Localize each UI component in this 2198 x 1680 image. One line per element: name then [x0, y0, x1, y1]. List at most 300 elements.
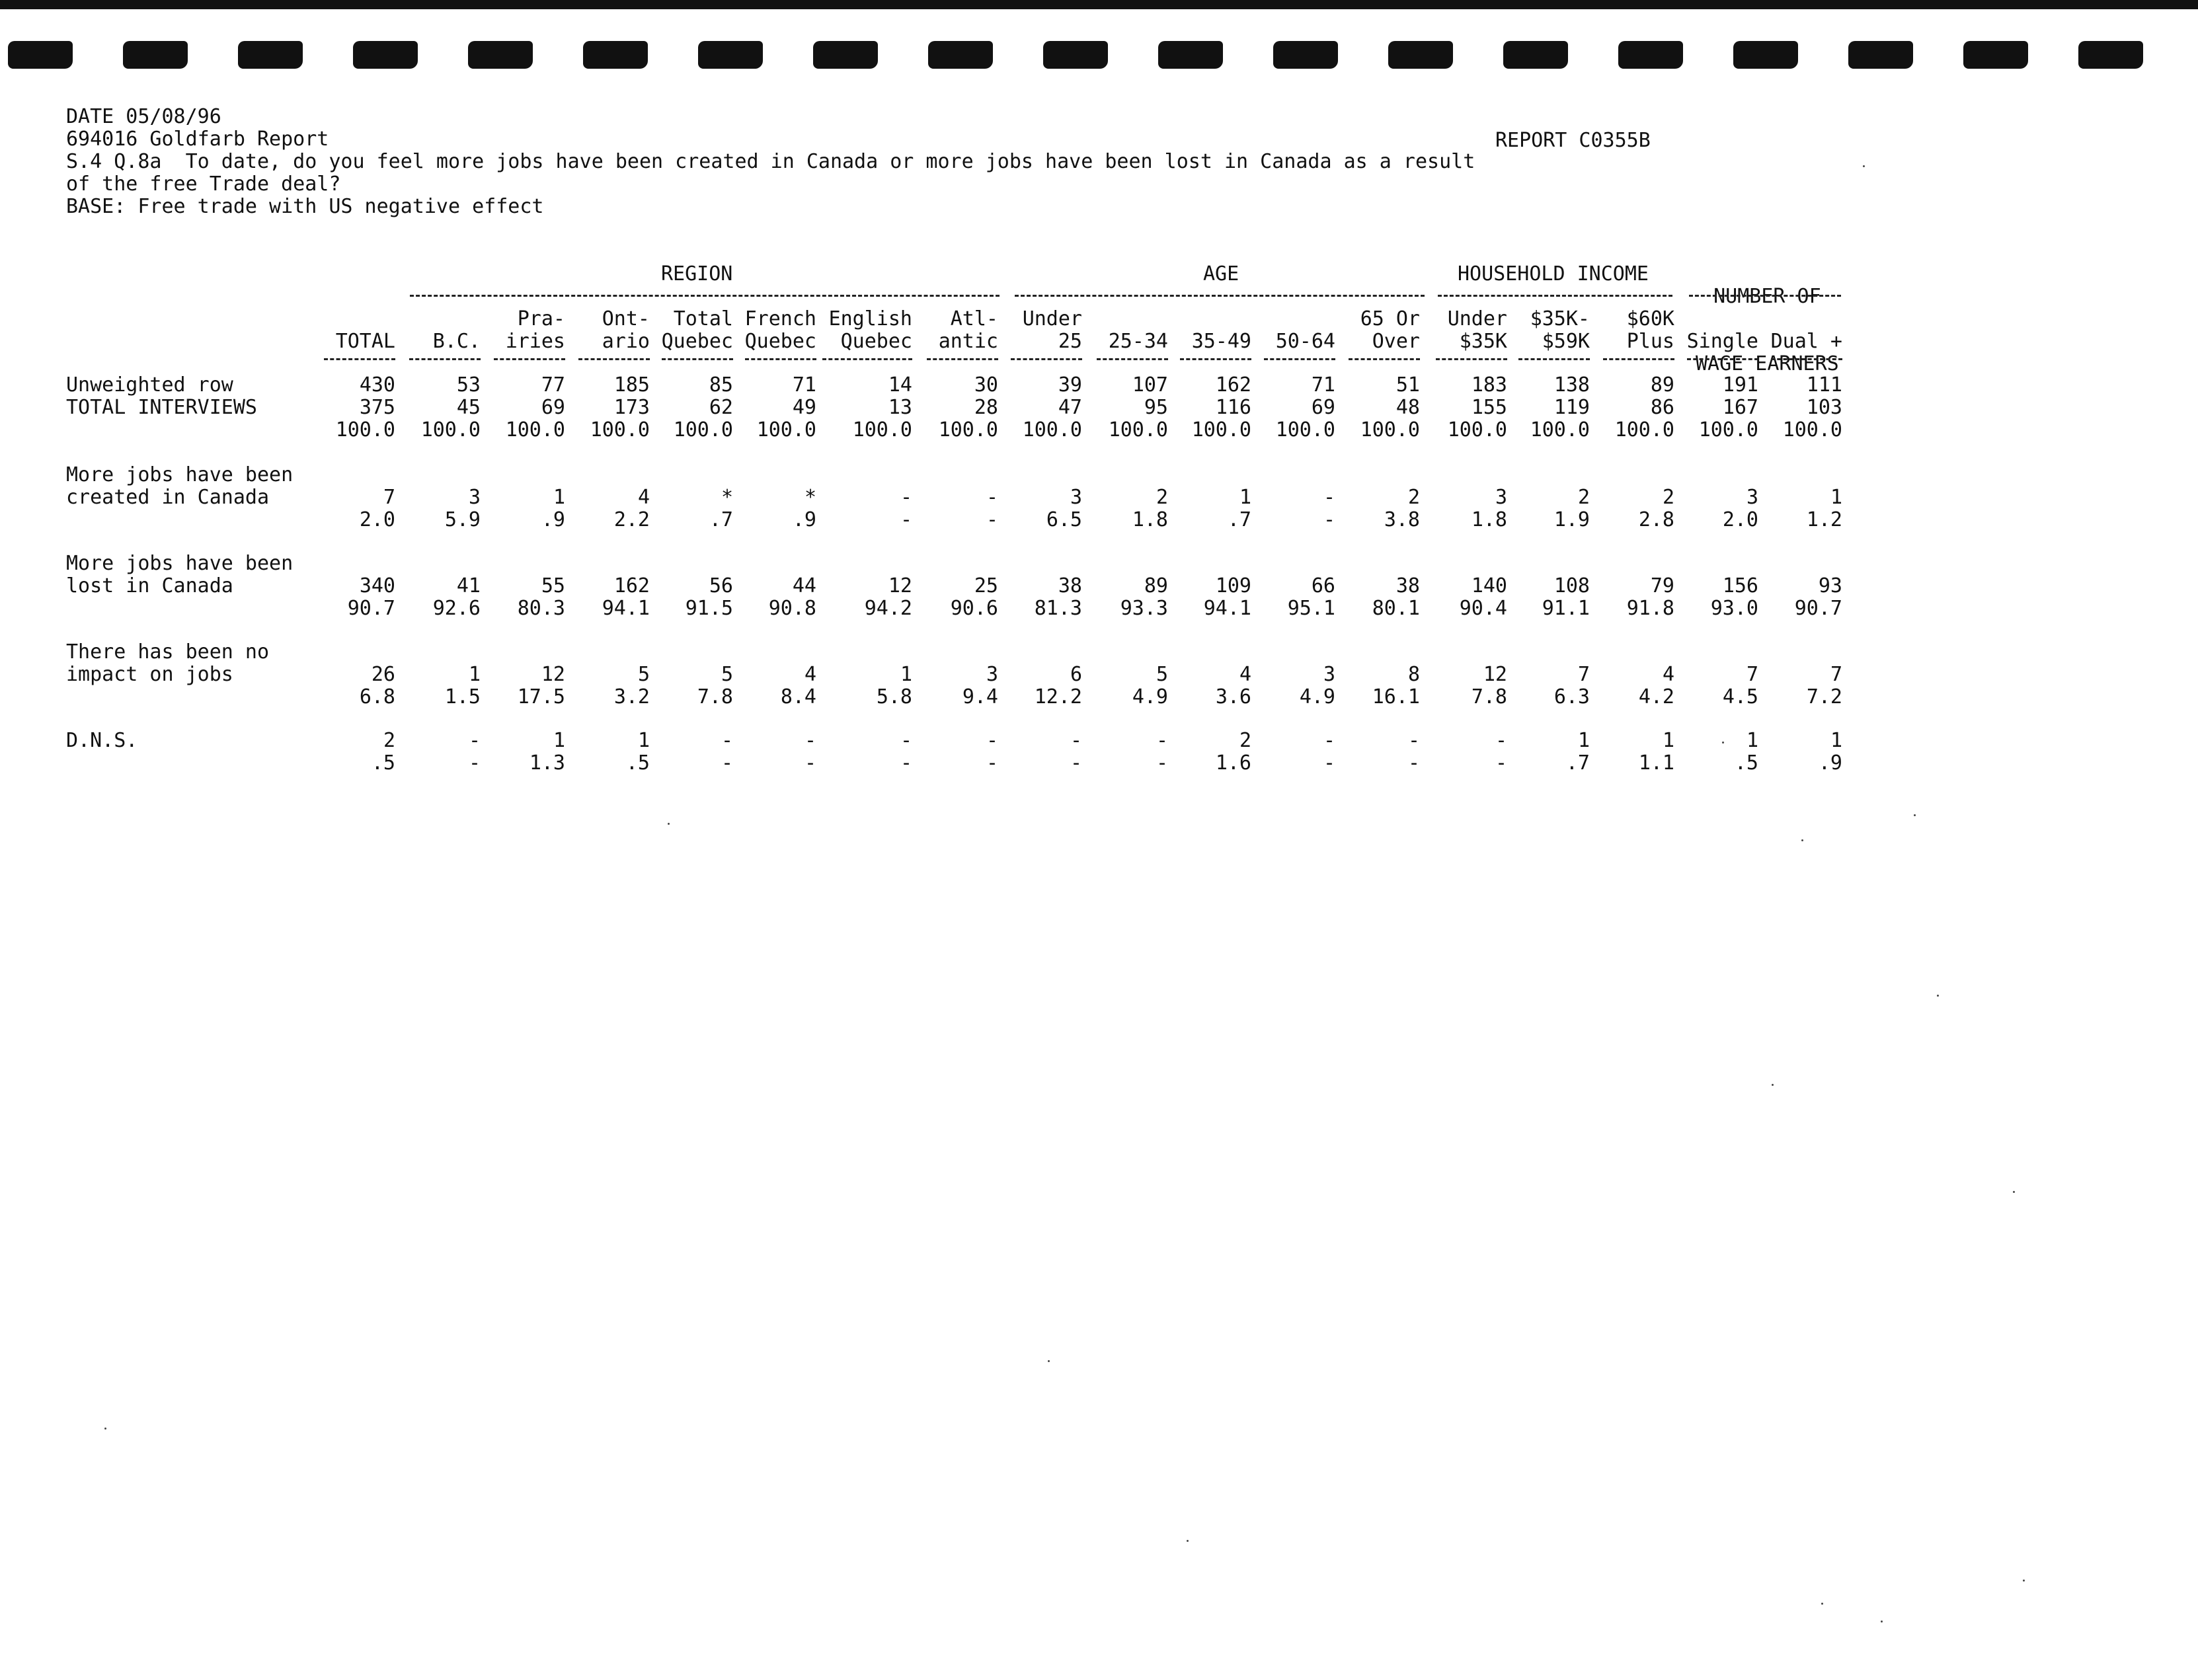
table-cell: 9.4 — [962, 685, 998, 708]
column-header — [388, 308, 481, 353]
column-header — [990, 308, 1082, 353]
column-header — [1582, 308, 1674, 353]
column-header-line1 — [1666, 308, 1758, 330]
table-cell: 430 — [359, 373, 395, 397]
table-cell: .7 — [1227, 508, 1251, 531]
column-header-line2: 50-64 — [1275, 330, 1335, 353]
column-underline — [578, 358, 650, 360]
perforation-hole — [1848, 41, 1913, 69]
column-underline — [1518, 358, 1590, 360]
row-label: More jobs have been — [66, 552, 294, 575]
table-cell: 100.0 — [938, 418, 998, 441]
column-header-line2: antic — [938, 330, 998, 353]
column-header — [906, 308, 998, 353]
column-header-line2: Quebec — [840, 330, 912, 353]
table-cell: 100.0 — [335, 418, 395, 441]
table-cell: 94.2 — [864, 597, 912, 620]
table-cell: 100.0 — [1191, 418, 1251, 441]
column-underline — [822, 358, 912, 360]
column-header-line1: $35K- — [1530, 307, 1590, 330]
scan-speck — [1772, 1084, 1774, 1086]
table-cell: 3 — [1323, 663, 1335, 686]
table-cell: 2 — [1407, 486, 1420, 509]
scan-speck — [1821, 1603, 1823, 1605]
table-cell: 4 — [637, 486, 650, 509]
table-cell: - — [804, 729, 816, 752]
column-header-line2: Dual + — [1770, 330, 1842, 353]
column-header — [1159, 308, 1251, 353]
column-underline — [1011, 358, 1082, 360]
table-cell: 156 — [1722, 574, 1758, 597]
table-cell: 5 — [1156, 663, 1168, 686]
perforation-hole — [928, 41, 993, 69]
table-cell: 162 — [1215, 373, 1251, 397]
table-cell: 1.1 — [1638, 751, 1674, 775]
table-cell: 89 — [1144, 574, 1168, 597]
table-cell: 173 — [613, 396, 650, 419]
table-cell: 183 — [1471, 373, 1507, 397]
table-cell: - — [1495, 751, 1507, 775]
table-cell: 7 — [1577, 663, 1590, 686]
table-cell: - — [900, 486, 912, 509]
table-cell: 155 — [1471, 396, 1507, 419]
table-cell: - — [1407, 729, 1420, 752]
table-cell: 1.5 — [444, 685, 481, 708]
table-cell: 1 — [1239, 486, 1251, 509]
perforation-hole — [583, 41, 648, 69]
table-cell: 4.9 — [1132, 685, 1168, 708]
table-cell: 7 — [383, 486, 395, 509]
column-header-line1: Under — [1447, 307, 1507, 330]
row-label: Unweighted row — [66, 373, 233, 397]
table-cell: 26 — [371, 663, 395, 686]
table-cell: 94.1 — [1203, 597, 1251, 620]
table-cell: 41 — [456, 574, 481, 597]
table-cell: 12 — [888, 574, 912, 597]
column-header-line2: 25-34 — [1108, 330, 1168, 353]
table-cell: 2.0 — [359, 508, 395, 531]
table-cell: 28 — [974, 396, 998, 419]
table-cell: 2.0 — [1722, 508, 1758, 531]
table-cell: 6 — [1070, 663, 1082, 686]
table-cell: 69 — [541, 396, 565, 419]
row-label: impact on jobs — [66, 663, 233, 686]
table-cell: 3 — [1495, 486, 1507, 509]
scan-speck — [2013, 1191, 2015, 1193]
column-header — [1327, 308, 1420, 353]
table-cell: 4 — [1239, 663, 1251, 686]
column-header-line2: $35K — [1459, 330, 1507, 353]
column-header-line1 — [1243, 308, 1335, 330]
scan-speck — [1914, 814, 1916, 816]
column-header-line2: TOTAL — [335, 330, 395, 353]
scan-speck — [1937, 995, 1939, 997]
table-cell: 90.8 — [768, 597, 816, 620]
row-label: lost in Canada — [66, 574, 233, 597]
perforation-hole — [353, 41, 418, 69]
table-cell: 3 — [1070, 486, 1082, 509]
table-cell: 1 — [553, 486, 565, 509]
table-cell: 100.0 — [1698, 418, 1758, 441]
column-header-line1: Total — [673, 307, 733, 330]
table-cell: 138 — [1553, 373, 1590, 397]
column-underline — [1687, 358, 1758, 360]
table-cell: - — [1323, 508, 1335, 531]
table-cell: 100.0 — [1108, 418, 1168, 441]
table-cell: 95 — [1144, 396, 1168, 419]
table-cell: - — [804, 751, 816, 775]
column-header — [820, 308, 912, 353]
table-cell: 1 — [637, 729, 650, 752]
table-cell: 6.3 — [1553, 685, 1590, 708]
column-header-line1: French — [744, 307, 816, 330]
table-cell: 8 — [1407, 663, 1420, 686]
table-cell: 3 — [1746, 486, 1758, 509]
table-cell: 71 — [1311, 373, 1335, 397]
table-cell: 5.9 — [444, 508, 481, 531]
table-cell: 109 — [1215, 574, 1251, 597]
scan-speck — [104, 1428, 106, 1430]
table-cell: .5 — [371, 751, 395, 775]
report-header — [66, 106, 1475, 218]
table-cell: 71 — [792, 373, 816, 397]
row-label: D.N.S. — [66, 729, 138, 752]
table-cell: - — [986, 751, 998, 775]
perforation-hole — [8, 41, 73, 69]
column-header-line2: $59K — [1542, 330, 1590, 353]
table-cell: 86 — [1650, 396, 1674, 419]
table-cell: - — [900, 508, 912, 531]
perforation-hole — [1043, 41, 1108, 69]
table-cell: 94.1 — [602, 597, 650, 620]
table-cell: 81.3 — [1034, 597, 1082, 620]
table-cell: 49 — [792, 396, 816, 419]
perforation-hole — [1158, 41, 1223, 69]
table-cell: 90.6 — [950, 597, 998, 620]
column-underline — [324, 358, 395, 360]
table-cell: 66 — [1311, 574, 1335, 597]
table-cell: 95.1 — [1287, 597, 1335, 620]
scan-speck — [1863, 165, 1865, 167]
table-cell: 16.1 — [1372, 685, 1420, 708]
table-cell: 90.7 — [1794, 597, 1842, 620]
row-label: More jobs have been — [66, 463, 294, 486]
table-cell: 48 — [1395, 396, 1420, 419]
column-header — [724, 308, 816, 353]
table-cell: .9 — [541, 508, 565, 531]
table-cell: 12.2 — [1034, 685, 1082, 708]
table-cell: 108 — [1553, 574, 1590, 597]
table-cell: 14 — [888, 373, 912, 397]
table-cell: * — [721, 486, 733, 509]
table-cell: 1 — [1577, 729, 1590, 752]
table-cell: - — [1323, 729, 1335, 752]
column-header-line1 — [1750, 308, 1842, 330]
table-cell: - — [1070, 751, 1082, 775]
column-underline — [1603, 358, 1674, 360]
base-line: BASE: Free trade with US negative effect — [66, 195, 544, 218]
table-cell: 5 — [721, 663, 733, 686]
table-cell: 1 — [1746, 729, 1758, 752]
table-cell: 140 — [1471, 574, 1507, 597]
column-underline — [1097, 358, 1168, 360]
column-header-line1: Pra- — [517, 307, 565, 330]
table-cell: - — [1070, 729, 1082, 752]
table-cell: - — [986, 508, 998, 531]
table-cell: 100.0 — [756, 418, 816, 441]
table-cell: 162 — [613, 574, 650, 597]
column-header-line2: Quebec — [744, 330, 816, 353]
scan-speck — [1801, 839, 1803, 841]
column-underline — [409, 358, 481, 360]
row-label: created in Canada — [66, 486, 270, 509]
column-header — [1666, 308, 1758, 353]
table-cell: - — [986, 486, 998, 509]
column-underline — [494, 358, 565, 360]
table-cell: 2 — [1662, 486, 1674, 509]
perforation-strip — [0, 41, 2198, 74]
perforation-hole — [1503, 41, 1568, 69]
table-cell: 1 — [1830, 486, 1842, 509]
table-cell: 100.0 — [590, 418, 650, 441]
table-cell: 2.2 — [613, 508, 650, 531]
table-cell: .9 — [792, 508, 816, 531]
table-cell: - — [1495, 729, 1507, 752]
table-cell: 6.5 — [1046, 508, 1082, 531]
column-header-line1 — [388, 308, 481, 330]
column-underline — [1180, 358, 1251, 360]
column-header — [1076, 308, 1168, 353]
column-header — [473, 308, 565, 353]
table-cell: 3.6 — [1215, 685, 1251, 708]
table-cell: - — [1323, 751, 1335, 775]
table-cell: 17.5 — [517, 685, 565, 708]
table-cell: 3.8 — [1384, 508, 1420, 531]
table-cell: 1 — [468, 663, 481, 686]
table-cell: - — [1156, 751, 1168, 775]
table-cell: 1.8 — [1132, 508, 1168, 531]
income-underline — [1438, 295, 1672, 297]
table-cell: 12 — [1483, 663, 1507, 686]
group-age: AGE — [1203, 262, 1239, 286]
table-cell: 167 — [1722, 396, 1758, 419]
table-cell: 5.8 — [876, 685, 912, 708]
table-cell: 100.0 — [852, 418, 912, 441]
scan-speck — [2023, 1580, 2025, 1582]
report-date: DATE 05/08/96 — [66, 105, 221, 128]
table-cell: 375 — [359, 396, 395, 419]
table-cell: 2 — [1577, 486, 1590, 509]
table-cell: 191 — [1722, 373, 1758, 397]
column-header-line2: Plus — [1626, 330, 1674, 353]
column-header-line1 — [303, 308, 395, 330]
table-cell: 56 — [709, 574, 733, 597]
perforation-hole — [468, 41, 533, 69]
report-name: 694016 Goldfarb Report — [66, 128, 329, 151]
table-cell: 2 — [1239, 729, 1251, 752]
table-cell: 55 — [541, 574, 565, 597]
table-cell: - — [1323, 486, 1335, 509]
table-cell: 30 — [974, 373, 998, 397]
region-underline — [410, 295, 1000, 297]
table-cell: .9 — [1818, 751, 1842, 775]
table-cell: 7.8 — [697, 685, 733, 708]
column-header-line2: iries — [505, 330, 565, 353]
scan-speck — [1881, 1621, 1883, 1623]
group-region: REGION — [661, 262, 733, 286]
table-cell: 100.0 — [1530, 418, 1590, 441]
table-cell: 100.0 — [1022, 418, 1082, 441]
table-cell: - — [721, 751, 733, 775]
table-cell: 90.4 — [1459, 597, 1507, 620]
scan-speck — [1722, 742, 1724, 744]
column-underline — [1436, 358, 1507, 360]
top-border — [0, 0, 2198, 9]
table-cell: .7 — [709, 508, 733, 531]
table-cell: 5 — [637, 663, 650, 686]
column-header-line2: B.C. — [432, 330, 481, 353]
age-underline — [1015, 295, 1425, 297]
table-cell: 116 — [1215, 396, 1251, 419]
table-cell: 62 — [709, 396, 733, 419]
table-cell: 91.8 — [1626, 597, 1674, 620]
table-cell: .5 — [625, 751, 650, 775]
table-cell: 100.0 — [1782, 418, 1842, 441]
question-line-2: of the free Trade deal? — [66, 172, 341, 196]
table-cell: 3.2 — [613, 685, 650, 708]
table-cell: 93.3 — [1120, 597, 1168, 620]
table-cell: 111 — [1806, 373, 1842, 397]
column-underline — [662, 358, 733, 360]
table-cell: 4 — [1662, 663, 1674, 686]
table-cell: - — [1407, 751, 1420, 775]
group-household-income: HOUSEHOLD INCOME — [1458, 262, 1649, 286]
table-cell: 2 — [1156, 486, 1168, 509]
table-cell: 7 — [1830, 663, 1842, 686]
table-cell: 7 — [1746, 663, 1758, 686]
column-header-line2: 25 — [1058, 330, 1082, 353]
column-header — [1243, 308, 1335, 353]
column-header — [641, 308, 733, 353]
table-cell: 100.0 — [1360, 418, 1420, 441]
table-cell: 185 — [613, 373, 650, 397]
table-cell: 90.7 — [347, 597, 395, 620]
table-cell: 12 — [541, 663, 565, 686]
table-cell: 107 — [1132, 373, 1168, 397]
table-cell: 80.1 — [1372, 597, 1420, 620]
table-cell: 4.9 — [1299, 685, 1335, 708]
table-cell: 4.2 — [1638, 685, 1674, 708]
perforation-hole — [698, 41, 763, 69]
table-cell: .5 — [1734, 751, 1758, 775]
table-cell: - — [900, 751, 912, 775]
table-cell: 38 — [1058, 574, 1082, 597]
table-cell: 100.0 — [420, 418, 481, 441]
table-cell: 47 — [1058, 396, 1082, 419]
table-cell: 1.6 — [1215, 751, 1251, 775]
table-cell: 1.9 — [1553, 508, 1590, 531]
table-cell: 89 — [1650, 373, 1674, 397]
table-cell: 45 — [456, 396, 481, 419]
column-underline — [745, 358, 816, 360]
column-underline — [1349, 358, 1420, 360]
table-cell: 25 — [974, 574, 998, 597]
column-header-line2: Quebec — [661, 330, 733, 353]
column-header — [303, 308, 395, 353]
table-cell: 100.0 — [673, 418, 733, 441]
table-cell: 2 — [383, 729, 395, 752]
table-cell: 93 — [1818, 574, 1842, 597]
table-cell: 7.2 — [1806, 685, 1842, 708]
row-label: There has been no — [66, 640, 270, 664]
table-cell: 92.6 — [432, 597, 481, 620]
table-cell: 8.4 — [780, 685, 816, 708]
table-cell: 1.2 — [1806, 508, 1842, 531]
column-header-line1: 65 Or — [1360, 307, 1420, 330]
table-cell: - — [986, 729, 998, 752]
group-wage-earners-line1: NUMBER OF — [1713, 285, 1821, 308]
table-cell: 85 — [709, 373, 733, 397]
column-header — [557, 308, 650, 353]
table-cell: 1 — [1662, 729, 1674, 752]
column-header — [1415, 308, 1507, 353]
scan-speck — [1048, 1360, 1050, 1362]
column-header-line1: English — [828, 307, 912, 330]
column-header — [1750, 308, 1842, 353]
column-header-line2: Single — [1686, 330, 1758, 353]
perforation-hole — [238, 41, 303, 69]
table-cell: 3 — [468, 486, 481, 509]
column-underline — [1264, 358, 1335, 360]
table-cell: - — [721, 729, 733, 752]
column-header-line1: $60K — [1626, 307, 1674, 330]
table-cell: 100.0 — [1275, 418, 1335, 441]
column-header-line2: Over — [1372, 330, 1420, 353]
perforation-hole — [1618, 41, 1683, 69]
column-header-line1: Atl- — [950, 307, 998, 330]
table-cell: 2.8 — [1638, 508, 1674, 531]
table-cell: 79 — [1650, 574, 1674, 597]
table-cell: 51 — [1395, 373, 1420, 397]
table-cell: 91.1 — [1542, 597, 1590, 620]
wage-underline — [1689, 295, 1841, 297]
perforation-hole — [1963, 41, 2028, 69]
table-cell: 53 — [456, 373, 481, 397]
table-cell: 1 — [900, 663, 912, 686]
table-cell: 44 — [792, 574, 816, 597]
table-cell: 119 — [1553, 396, 1590, 419]
table-cell: 93.0 — [1710, 597, 1758, 620]
table-cell: 1.8 — [1471, 508, 1507, 531]
table-cell: 3 — [986, 663, 998, 686]
scan-speck — [1187, 1540, 1189, 1542]
perforation-hole — [1733, 41, 1798, 69]
column-header-line1 — [1076, 308, 1168, 330]
table-cell: - — [1156, 729, 1168, 752]
group-wage-earners-line2: WAGE EARNERS — [1696, 352, 1839, 375]
table-cell: 1 — [1830, 729, 1842, 752]
column-header-line2: ario — [602, 330, 650, 353]
table-cell: 1.3 — [529, 751, 565, 775]
perforation-hole — [1388, 41, 1453, 69]
table-cell: 80.3 — [517, 597, 565, 620]
scan-speck — [668, 823, 670, 825]
table-cell: .7 — [1565, 751, 1590, 775]
column-underline — [1771, 358, 1842, 360]
table-cell: 13 — [888, 396, 912, 419]
question-line-1: S.4 Q.8a To date, do you feel more jobs have been created in Canada or more jobs have been lost in Canada as a result — [66, 150, 1475, 173]
column-header — [1497, 308, 1590, 353]
